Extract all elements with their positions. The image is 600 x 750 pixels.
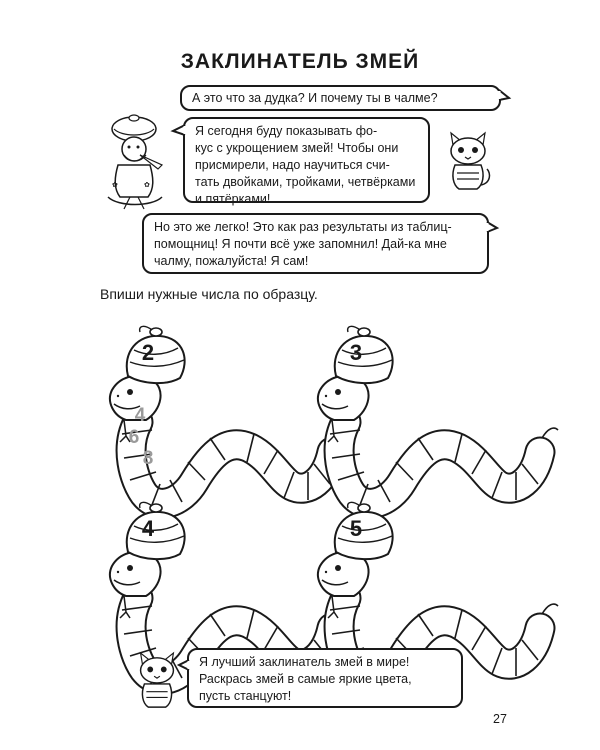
svg-text:✿: ✿ [112,182,118,189]
speech-bubble-footer: Я лучший заклинатель змей в мире! Раскрась змей в самые яркие цвета, пусть станцуют! [187,648,463,708]
bubble-tail [173,125,185,137]
exercise-instruction: Впиши нужные числа по образцу. [100,286,318,302]
bubble-tail [499,90,511,102]
page-number: 27 [493,712,507,726]
speech-bubble-kitten-answer: Но это же легко! Это как раз результаты из таблиц- помощниц! Я почти всё уже запомнил! Дай-ка мне чалму, пожалуйста! Я сам! [142,213,489,274]
turban-number: 4 [141,516,155,541]
turban-number: 3 [349,340,363,365]
bubble-tail [179,660,191,672]
kitten-illustration-footer [132,653,182,711]
snake-2 [312,326,562,506]
page-title: ЗАКЛИНАТЕЛЬ ЗМЕЙ [180,50,420,73]
example-number: 8 [142,448,154,469]
turban-number: 2 [141,340,155,365]
speech-bubble-kitten-question: А это что за дудка? И почему ты в чалме? [180,85,501,111]
example-number: 6 [128,427,140,448]
speech-bubble-charmer: Я сегодня буду показывать фо- кус с укрощением змей! Чтобы они присмирели, надо научиться счи- тать двойками, тройками, четвёрками и пятёрками! [183,117,430,203]
kitten-illustration [443,133,493,193]
example-number: 4 [134,405,146,426]
svg-text:✿: ✿ [144,182,150,189]
turban-number: 5 [349,516,363,541]
bubble-tail [487,222,499,234]
snake-charmer-illustration [100,115,175,210]
